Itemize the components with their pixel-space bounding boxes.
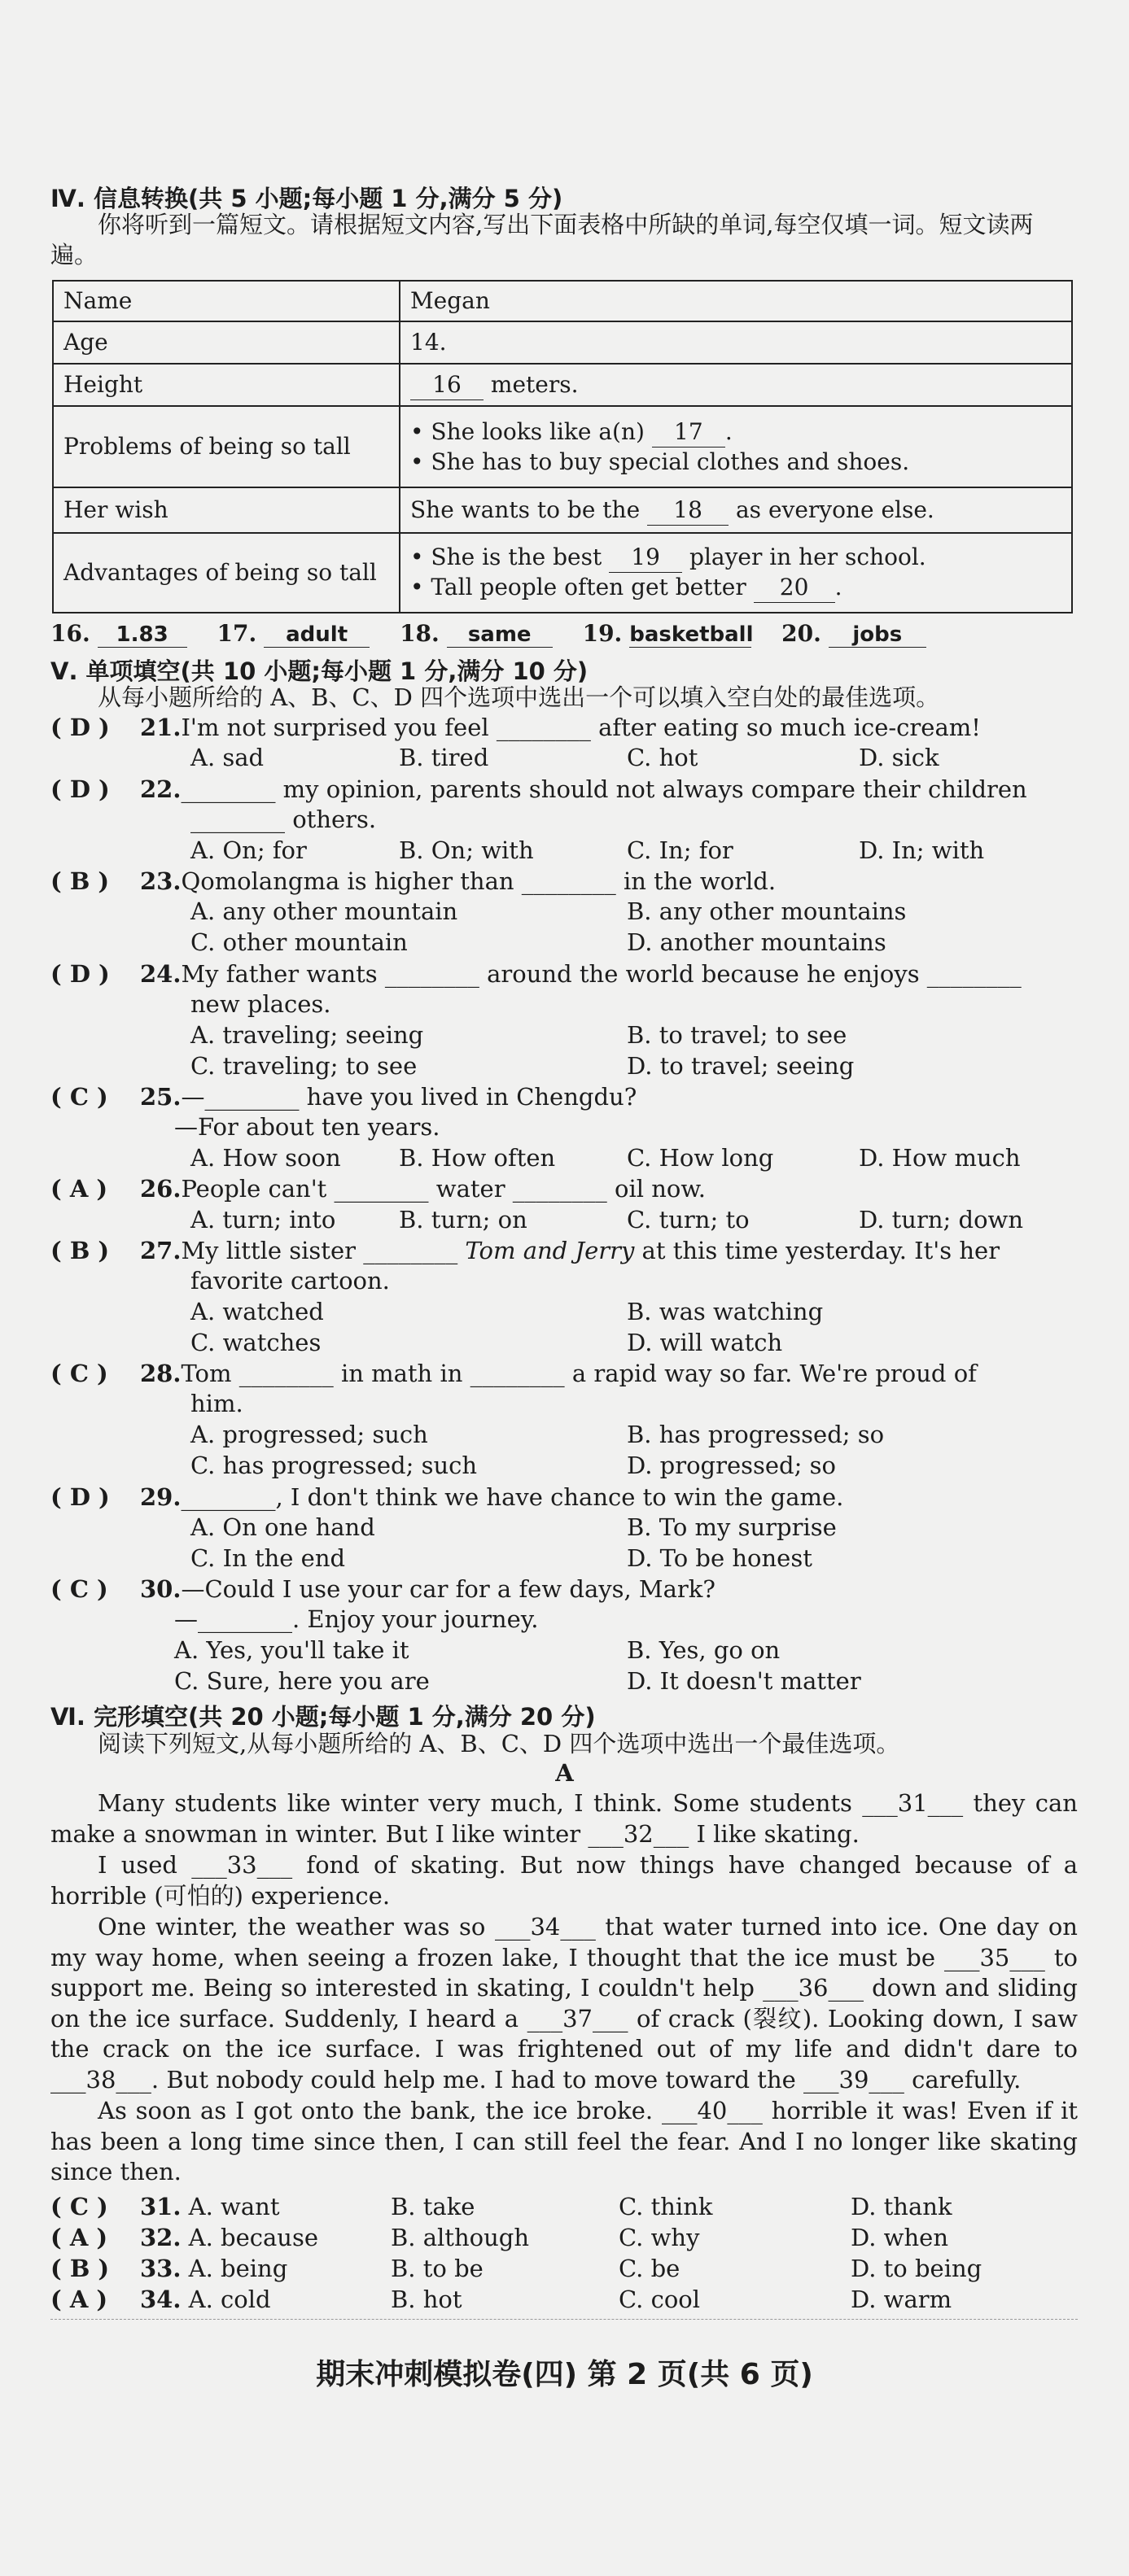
option-c: C. hot (627, 744, 698, 771)
question-stem: My little sister ________ (181, 1237, 466, 1264)
option-a: A. How soon (190, 1144, 341, 1172)
option-d: D. will watch (627, 1329, 783, 1356)
option-b: B. How often (399, 1144, 556, 1172)
option-d: D. How much (859, 1144, 1021, 1172)
question-stem-cont: —________. Enjoy your journey. (174, 1605, 539, 1633)
cloze-question-32 (50, 2223, 318, 2253)
option-a: A. being (188, 2255, 288, 2282)
answer-bracket: ( D ) (50, 1483, 110, 1511)
option-b: B. On; with (399, 836, 534, 864)
ans-num-20: 20. (781, 620, 821, 647)
option-c: C. turn; to (627, 1206, 750, 1233)
question-stem-end: at this time yesterday. It's her (634, 1237, 1000, 1264)
question-25 (50, 1082, 1078, 1112)
option-b: B. to travel; to see (627, 1021, 847, 1049)
option-b: B. Yes, go on (627, 1636, 781, 1664)
option-d: D. warm (851, 2286, 952, 2313)
answer-bracket: ( B ) (50, 867, 110, 895)
section-5-instruction: 从每小题所给的 A、B、C、D 四个选项中选出一个可以填入空白处的最佳选项。 (98, 683, 940, 711)
answer-19: basketball (629, 622, 754, 647)
cloze-question-33 (50, 2254, 287, 2284)
question-number: 33. (140, 2255, 182, 2282)
blank-20: 20 (754, 573, 835, 603)
wish-end: as everyone else. (735, 496, 934, 523)
question-stem: Tom ________ in math in ________ a rapid way so far. We're proud of (181, 1360, 977, 1387)
blank-18: 18 (647, 496, 729, 526)
option-a: A. On; for (190, 836, 307, 864)
paragraph-2: I used ___33___ fond of skating. But now things have changed because of a horrible (可怕的) experience. (50, 1851, 1078, 1910)
option-d: D. when (851, 2224, 948, 2251)
question-26 (50, 1174, 1078, 1204)
question-stem: ________, I don't think we have chance to win the game. (181, 1483, 844, 1511)
option-c: C. other mountain (190, 928, 408, 956)
paragraph-4: As soon as I got onto the bank, the ice broke. ___40___ horrible it was! Even if it has been a long time since then, I can still feel the fear. And I no longer like skating since then. (50, 2097, 1078, 2186)
section-4-instruction: 你将听到一篇短文。请根据短文内容,写出下面表格中所缺的单词,每空仅填一词。短文读两遍。 (50, 211, 1034, 269)
option-a: A. cold (188, 2286, 271, 2313)
option-d: D. sick (859, 744, 939, 771)
info-table (52, 280, 1073, 613)
option-b: B. tired (399, 744, 489, 771)
problems-label: Problems of being so tall (53, 406, 400, 487)
answer-bracket: ( B ) (50, 1237, 110, 1264)
option-a: A. want (188, 2193, 280, 2220)
ans-num-16: 16. (50, 620, 90, 647)
question-stem: My father wants ________ around the world because he enjoys ________ (181, 960, 1022, 988)
adv1-end: player in her school. (689, 544, 926, 570)
answer-bracket: ( C ) (50, 1083, 108, 1111)
answer-20: jobs (829, 622, 926, 648)
option-d: D. to travel; seeing (627, 1052, 855, 1080)
option-b: B. to be (391, 2255, 484, 2282)
option-b: B. any other mountains (627, 897, 907, 925)
answer-bracket: ( A ) (50, 2224, 108, 2251)
answer-bracket: ( D ) (50, 775, 110, 803)
ans-num-19: 19. (582, 620, 623, 647)
question-stem: Qomolangma is higher than ________ in the world. (181, 867, 777, 895)
question-number: 23. (140, 867, 182, 895)
question-number: 22. (140, 775, 182, 803)
adv1-text: • She is the best (410, 544, 602, 570)
question-stem-cont: new places. (190, 990, 331, 1018)
section-4-title: Ⅳ. 信息转换(共 5 小题;每小题 1 分,满分 5 分) (50, 185, 563, 212)
option-d: D. To be honest (627, 1544, 812, 1572)
answer-bracket: ( A ) (50, 2286, 108, 2313)
answer-16: 1.83 (98, 622, 187, 648)
question-22 (50, 775, 1078, 805)
question-number: 25. (140, 1083, 182, 1111)
question-number: 32. (140, 2224, 182, 2251)
option-c: C. How long (627, 1144, 774, 1172)
question-stem: People can't ________ water ________ oil now. (181, 1175, 706, 1203)
option-d: D. It doesn't matter (627, 1667, 861, 1695)
height-suffix: meters. (490, 370, 579, 398)
question-stem: I'm not surprised you feel ________ after eating so much ice-cream! (181, 714, 981, 741)
question-30 (50, 1574, 1078, 1605)
problem2-text: • She has to buy special clothes and shoes. (410, 448, 910, 475)
option-b: B. has progressed; so (627, 1421, 885, 1448)
question-23 (50, 867, 1078, 897)
cartoon-title: Tom and Jerry (465, 1237, 635, 1264)
answer-bracket: ( D ) (50, 960, 110, 988)
question-28 (50, 1359, 1078, 1389)
answer-bracket: ( B ) (50, 2255, 110, 2282)
height-label: Height (53, 364, 400, 406)
question-number: 29. (140, 1483, 182, 1511)
section-6-instruction: 阅读下列短文,从每小题所给的 A、B、C、D 四个选项中选出一个最佳选项。 (98, 1730, 900, 1757)
answer-bracket: ( C ) (50, 1360, 108, 1387)
option-c: C. traveling; to see (190, 1052, 418, 1080)
option-b: B. turn; on (399, 1206, 527, 1233)
adv2-text: • Tall people often get better (410, 574, 746, 600)
paragraph-3: One winter, the weather was so ___34___ that water turned into ice. One day on my way home, when seeing a frozen lake, I thought that the ice must be ___35___ to support me. Being so interested in skating, I couldn't help ___36___ down and sliding on the ice surface. Suddenly, I heard a ___37___ of crack (裂纹). Looking down, I saw the crack on the ice surface. I was frightened out of my life and didn't dare to ___38___. But nobody could help me. I had to move toward the ___39___ carefully. (50, 1913, 1078, 2094)
option-c: C. watches (190, 1329, 322, 1356)
question-27 (50, 1236, 1078, 1266)
question-stem: —________ have you lived in Chengdu? (181, 1083, 637, 1111)
wish-cell (400, 487, 1072, 533)
age-label: Age (53, 321, 400, 364)
question-stem-cont: ________ others. (190, 806, 377, 833)
option-a: A. Yes, you'll take it (174, 1636, 409, 1664)
height-cell (400, 364, 1072, 406)
option-a: A. traveling; seeing (190, 1021, 424, 1049)
option-c: C. In; for (627, 836, 733, 864)
option-a: A. watched (190, 1298, 324, 1325)
question-number: 30. (140, 1575, 182, 1603)
option-c: C. be (619, 2255, 680, 2282)
blank-16: 16 (410, 370, 484, 400)
option-c: C. In the end (190, 1544, 346, 1572)
option-c: C. cool (619, 2286, 701, 2313)
option-a: A. progressed; such (190, 1421, 428, 1448)
answer-bracket: ( C ) (50, 2193, 108, 2220)
option-d: D. progressed; so (627, 1452, 836, 1479)
wish-label: Her wish (53, 487, 400, 533)
adv2-end: . (834, 574, 842, 600)
answer-bracket: ( A ) (50, 1175, 108, 1203)
question-24 (50, 959, 1078, 989)
problem1-text: • She looks like a(n) (410, 417, 645, 445)
option-b: B. To my surprise (627, 1513, 837, 1541)
option-d: D. thank (851, 2193, 952, 2220)
answer-18: same (447, 622, 553, 648)
page-footer: 期末冲刺模拟卷(四) 第 2 页(共 6 页) (316, 2358, 813, 2391)
question-stem: ________ my opinion, parents should not always compare their children (181, 775, 1027, 803)
question-21 (50, 713, 1078, 743)
answer-bracket: ( C ) (50, 1575, 108, 1603)
blank-17: 17 (652, 417, 725, 448)
question-number: 34. (140, 2286, 182, 2313)
answer-17: adult (264, 622, 370, 648)
option-a: A. sad (190, 744, 265, 771)
question-number: 24. (140, 960, 182, 988)
blank-19: 19 (609, 543, 682, 573)
question-stem-cont: favorite cartoon. (190, 1267, 390, 1295)
question-number: 21. (140, 714, 182, 741)
option-d: D. to being (851, 2255, 982, 2282)
name-value: Megan (400, 281, 1072, 321)
wish-text: She wants to be the (410, 496, 641, 523)
option-c: C. think (619, 2193, 713, 2220)
name-label: Name (53, 281, 400, 321)
problems-cell (400, 406, 1072, 487)
advantages-label: Advantages of being so tall (53, 533, 400, 613)
option-a: A. any other mountain (190, 897, 458, 925)
option-a: A. because (188, 2224, 319, 2251)
question-stem: —Could I use your car for a few days, Mark? (181, 1575, 715, 1603)
option-a: A. On one hand (190, 1513, 375, 1541)
cloze-question-31 (50, 2192, 280, 2222)
question-number: 31. (140, 2193, 182, 2220)
option-b: B. although (391, 2224, 530, 2251)
passage-label: A (555, 1759, 574, 1787)
answer-row (50, 620, 949, 648)
problem1-end: . (724, 417, 733, 445)
section-6-title: Ⅵ. 完形填空(共 20 小题;每小题 1 分,满分 20 分) (50, 1703, 596, 1731)
option-c: C. has progressed; such (190, 1452, 478, 1479)
ans-num-17: 17. (217, 620, 257, 647)
option-d: D. In; with (859, 836, 985, 864)
question-stem-cont: him. (190, 1390, 243, 1417)
answer-bracket: ( D ) (50, 714, 110, 741)
question-stem-cont: —For about ten years. (174, 1113, 440, 1141)
ans-num-18: 18. (400, 620, 440, 647)
question-29 (50, 1482, 1078, 1513)
option-c: C. Sure, here you are (174, 1667, 430, 1695)
option-a: A. turn; into (190, 1206, 336, 1233)
option-d: D. turn; down (859, 1206, 1024, 1233)
question-number: 26. (140, 1175, 182, 1203)
paragraph-1: Many students like winter very much, I think. Some students ___31___ they can make a snowman in winter. But I like winter ___32___ I like skating. (50, 1789, 1078, 1848)
option-d: D. another mountains (627, 928, 886, 956)
cloze-question-34 (50, 2285, 271, 2315)
question-number: 27. (140, 1237, 182, 1264)
age-value: 14. (400, 321, 1072, 364)
option-c: C. why (619, 2224, 700, 2251)
advantages-cell (400, 533, 1072, 613)
option-b: B. hot (391, 2286, 462, 2313)
divider (50, 2319, 1078, 2320)
option-b: B. take (391, 2193, 475, 2220)
section-5-title: Ⅴ. 单项填空(共 10 小题;每小题 1 分,满分 10 分) (50, 657, 589, 685)
option-b: B. was watching (627, 1298, 824, 1325)
question-number: 28. (140, 1360, 182, 1387)
